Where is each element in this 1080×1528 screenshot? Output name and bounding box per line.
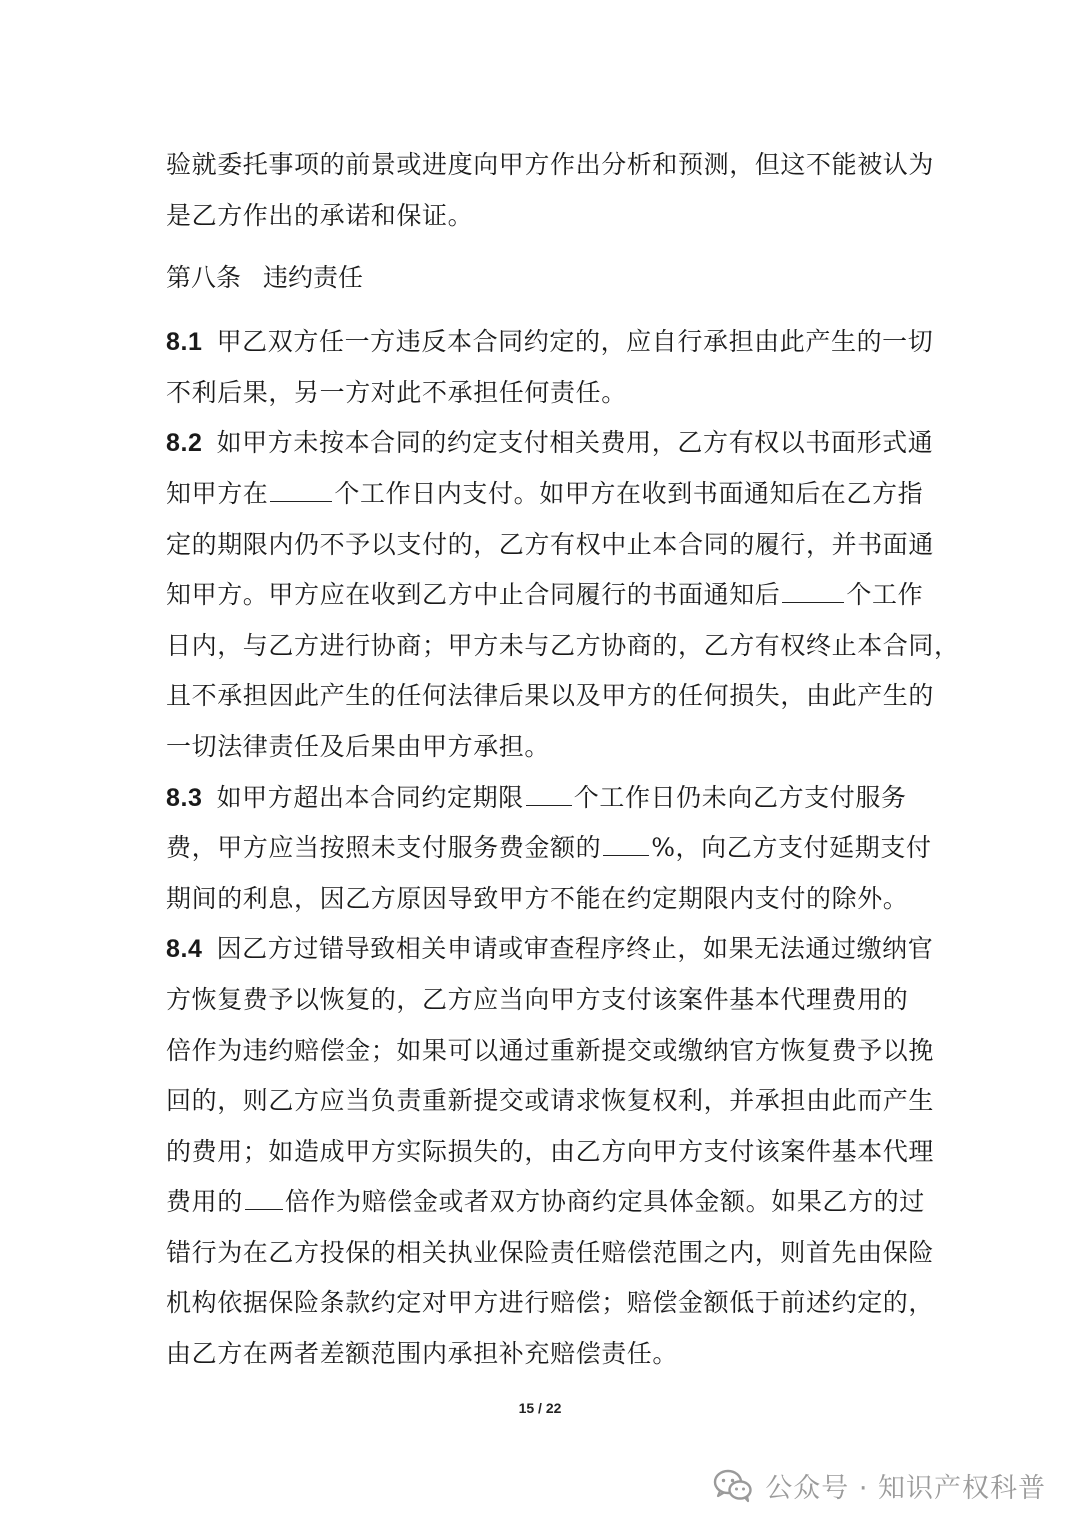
text-line: 错行为在乙方投保的相关执业保险责任赔偿范围之内，则首先由保险	[166, 1237, 935, 1267]
text-line	[166, 924, 934, 975]
clause-8-2	[166, 418, 960, 772]
watermark	[713, 1466, 1046, 1505]
text-line	[166, 1177, 925, 1228]
text-line	[166, 317, 934, 368]
document-page	[166, 140, 960, 1380]
text-line: 是乙方作出的承诺和保证。	[166, 200, 474, 230]
clause-number: 8.1	[166, 328, 203, 357]
wechat-icon	[713, 1469, 753, 1503]
clause-text: 甲乙双方任一方违反本合同约定的，应自行承担由此产生的一切	[216, 327, 934, 357]
clause-text: 个工作日内支付。如甲方在收到书面通知后在乙方指	[334, 478, 924, 508]
clause-text: 倍作为赔偿金或者双方协商约定具体金额。如果乙方的过	[284, 1187, 925, 1217]
fill-blank	[603, 833, 649, 856]
text-line	[166, 469, 924, 520]
clause-text: 个工作日仍未向乙方支付服务	[573, 782, 907, 812]
article-title: 违约责任	[263, 263, 364, 293]
text-line: 的费用；如造成甲方实际损失的，由乙方向甲方支付该案件基本代理	[166, 1136, 935, 1166]
clause-text: 个工作	[846, 580, 924, 610]
text-line: 验就委托事项的前景或进度向甲方作出分析和预测，但这不能被认为	[166, 150, 935, 179]
fill-blank	[245, 1187, 283, 1210]
clause-text: 因乙方过错导致相关申请或审查程序终止，如果无法通过缴纳官	[216, 934, 934, 964]
clause-number: 8.2	[166, 429, 203, 458]
clause-text: 费用的	[166, 1187, 243, 1217]
clause-8-4	[166, 924, 935, 1379]
text-line: 日内，与乙方进行协商；甲方未与乙方协商的，乙方有权终止本合同，	[166, 630, 960, 660]
watermark-text: 公众号 · 知识产权科普	[765, 1473, 1046, 1504]
text-line: 一切法律责任及后果由甲方承担。	[166, 731, 551, 761]
article-number: 第八条	[166, 263, 242, 293]
clause-text: 如甲方超出本合同约定期限	[216, 782, 524, 812]
text-line: 倍作为违约赔偿金；如果可以通过重新提交或缴纳官方恢复费予以挽	[166, 1035, 935, 1065]
clause-text: %，向乙方支付延期支付	[651, 833, 932, 863]
text-line: 定的期限内仍不予以支付的，乙方有权中止本合同的履行，并书面通	[166, 529, 935, 559]
text-line	[166, 823, 932, 874]
clause-text: 如甲方未按本合同的约定支付相关费用，乙方有权以书面形式通	[216, 428, 934, 458]
text-line	[166, 773, 920, 824]
text-line: 不利后果，另一方对此不承担任何责任。	[166, 377, 627, 407]
clause-number: 8.4	[166, 935, 203, 964]
text-line: 机构依据保险条款约定对甲方进行赔偿；赔偿金额低于前述约定的，	[166, 1288, 935, 1318]
clause-8-1	[166, 317, 934, 418]
clause-8-3	[166, 773, 932, 925]
text-line: 期间的利息，因乙方原因导致甲方不能在约定期限内支付的除外。	[166, 883, 909, 913]
text-line	[166, 418, 934, 469]
text-line: 方恢复费予以恢复的，乙方应当向甲方支付该案件基本代理费用的	[166, 984, 909, 1014]
clause-text: 知甲方在	[166, 478, 269, 508]
text-line: 回的，则乙方应当负责重新提交或请求恢复权利，并承担由此而产生	[166, 1086, 935, 1116]
intro-paragraph	[166, 140, 935, 241]
page-number: 15 / 22	[518, 1400, 562, 1416]
article-heading	[166, 253, 920, 303]
text-line: 由乙方在两者差额范围内承担补充赔偿责任。	[166, 1339, 679, 1369]
fill-blank	[782, 580, 844, 603]
fill-blank	[270, 479, 332, 502]
fill-blank	[526, 783, 572, 806]
clause-text: 费，甲方应当按照未支付服务费金额的	[166, 833, 602, 863]
text-line	[166, 570, 924, 621]
clause-text: 知甲方。甲方应在收到乙方中止合同履行的书面通知后	[166, 580, 781, 610]
clause-number: 8.3	[166, 783, 203, 812]
text-line: 且不承担因此产生的任何法律后果以及甲方的任何损失，由此产生的	[166, 681, 935, 711]
